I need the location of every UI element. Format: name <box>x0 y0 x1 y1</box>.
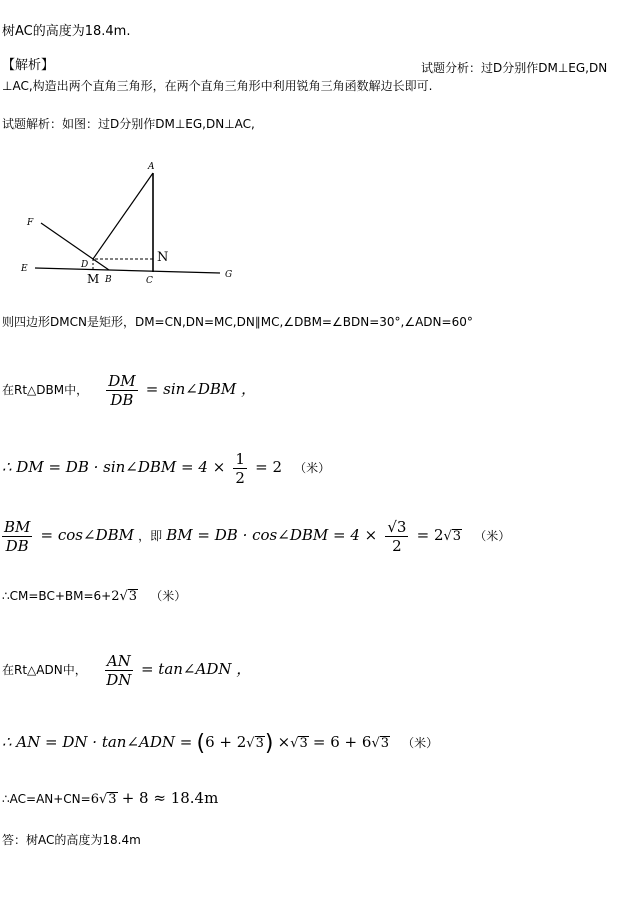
step5-unit: （米） <box>150 589 187 603</box>
step8-rad: 3 <box>108 792 117 807</box>
detail-intro: 试题解析：如图：过D分别作DM⊥EG,DN⊥AC, <box>2 117 255 131</box>
sqrt-sign-icon: √ <box>99 792 108 807</box>
analysis-heading: 【解析】 <box>2 58 55 73</box>
label-d: D <box>81 260 89 270</box>
step7-lhs: ∴ AN = DN · tan∠ADN = <box>2 733 193 751</box>
step4-mid1: = cos∠DBM <box>40 526 134 544</box>
sqrt-sign-icon: √ <box>371 736 380 751</box>
step2-rhs: = sin∠DBM ， <box>145 380 257 398</box>
step4-num2: √3 <box>387 518 407 536</box>
step6-rhs: = tan∠ADN ， <box>140 660 252 678</box>
geometry-figure <box>15 155 245 290</box>
sqrt-sign-icon: √ <box>290 736 299 751</box>
label-n: N <box>157 250 169 265</box>
step3-lhs: ∴ DM = DB · sin∠DBM = 4 × <box>2 458 226 476</box>
step5-rad: 3 <box>128 589 138 604</box>
step7-times: × <box>277 733 291 751</box>
step3-unit: （米） <box>294 461 331 475</box>
step5-text: ∴CM=BC+BM=6+ <box>2 589 112 603</box>
step4-rhs-a: = 2 <box>416 526 444 544</box>
step5-coef: 2 <box>111 589 120 604</box>
label-f: F <box>27 218 34 228</box>
step8-coef: 6 <box>90 792 99 807</box>
step7-line <box>2 731 439 756</box>
step3-den: 2 <box>235 469 245 487</box>
step4-fraction1 <box>2 518 32 555</box>
label-a: A <box>148 162 155 172</box>
step4-num1: BM <box>4 518 31 536</box>
analysis-summary-cont: ⊥AC,构造出两个直角三角形，在两个直角三角形中利用锐角三角函数解边长即可. <box>2 79 433 93</box>
step5-line <box>2 588 186 605</box>
line-db <box>93 259 109 270</box>
step2-den: DB <box>110 391 134 409</box>
step7-eq: = 6 + 6 <box>312 733 372 751</box>
step1-text: 则四边形DMCN是矩形，DM=CN,DN=MC,DN∥MC,∠DBM=∠BDN=30°,∠ADN=60° <box>2 315 473 329</box>
label-c: C <box>146 276 153 286</box>
step8-text: ∴AC=AN+CN= <box>2 792 91 806</box>
step3-num: 1 <box>235 450 245 468</box>
step4-mid3: BM = DB · cos∠DBM = 4 × <box>166 526 378 544</box>
step4-mid2: ，即 <box>138 529 163 543</box>
step7-rad2: 3 <box>380 736 390 751</box>
label-e: E <box>21 264 28 274</box>
step7-inner-rad: 3 <box>255 736 264 751</box>
step3-rhs: = 2 <box>255 458 282 476</box>
step2-prefix: 在Rt△DBM中， <box>2 383 89 397</box>
step2-fraction <box>106 372 137 409</box>
step3-fraction <box>233 450 247 487</box>
sqrt-sign-icon: √ <box>246 736 255 751</box>
step6-den: DN <box>106 671 132 689</box>
step4-rhs-b: 3 <box>452 529 462 544</box>
step8-line <box>2 790 218 808</box>
step6-line <box>2 652 251 689</box>
label-g: G <box>225 270 233 280</box>
top-answer: 树AC的高度为18.4m. <box>2 24 131 39</box>
sqrt-sign-icon: √ <box>119 589 128 604</box>
label-b: B <box>105 275 112 285</box>
step7-paren-close: ) <box>264 731 274 756</box>
step8-rest: + 8 ≈ 18.4m <box>121 789 219 807</box>
step4-line <box>2 518 510 555</box>
step7-unit: （米） <box>402 736 439 750</box>
analysis-summary: 试题分析：过D分别作DM⊥EG,DN <box>421 61 608 75</box>
step7-paren-open: ( <box>196 731 206 756</box>
ground-line-eg <box>35 268 220 273</box>
line-ad <box>93 173 153 259</box>
step2-num: DM <box>108 372 136 390</box>
step4-unit: （米） <box>474 529 511 543</box>
step4-den1: DB <box>5 537 29 555</box>
step2-line <box>2 372 256 409</box>
step7-rad1: 3 <box>299 736 308 751</box>
step7-inner-a: 6 + 2 <box>205 733 247 751</box>
step4-fraction2 <box>385 518 408 555</box>
step6-prefix: 在Rt△ADN中， <box>2 663 87 677</box>
label-m: M <box>87 272 100 286</box>
sqrt-sign-icon: √ <box>443 529 452 544</box>
line-fd <box>41 223 93 259</box>
step4-den2: 2 <box>392 537 402 555</box>
step6-num: AN <box>106 652 131 670</box>
final-answer: 答：树AC的高度为18.4m <box>2 833 141 847</box>
step3-line <box>2 450 330 487</box>
step6-fraction <box>105 652 133 689</box>
